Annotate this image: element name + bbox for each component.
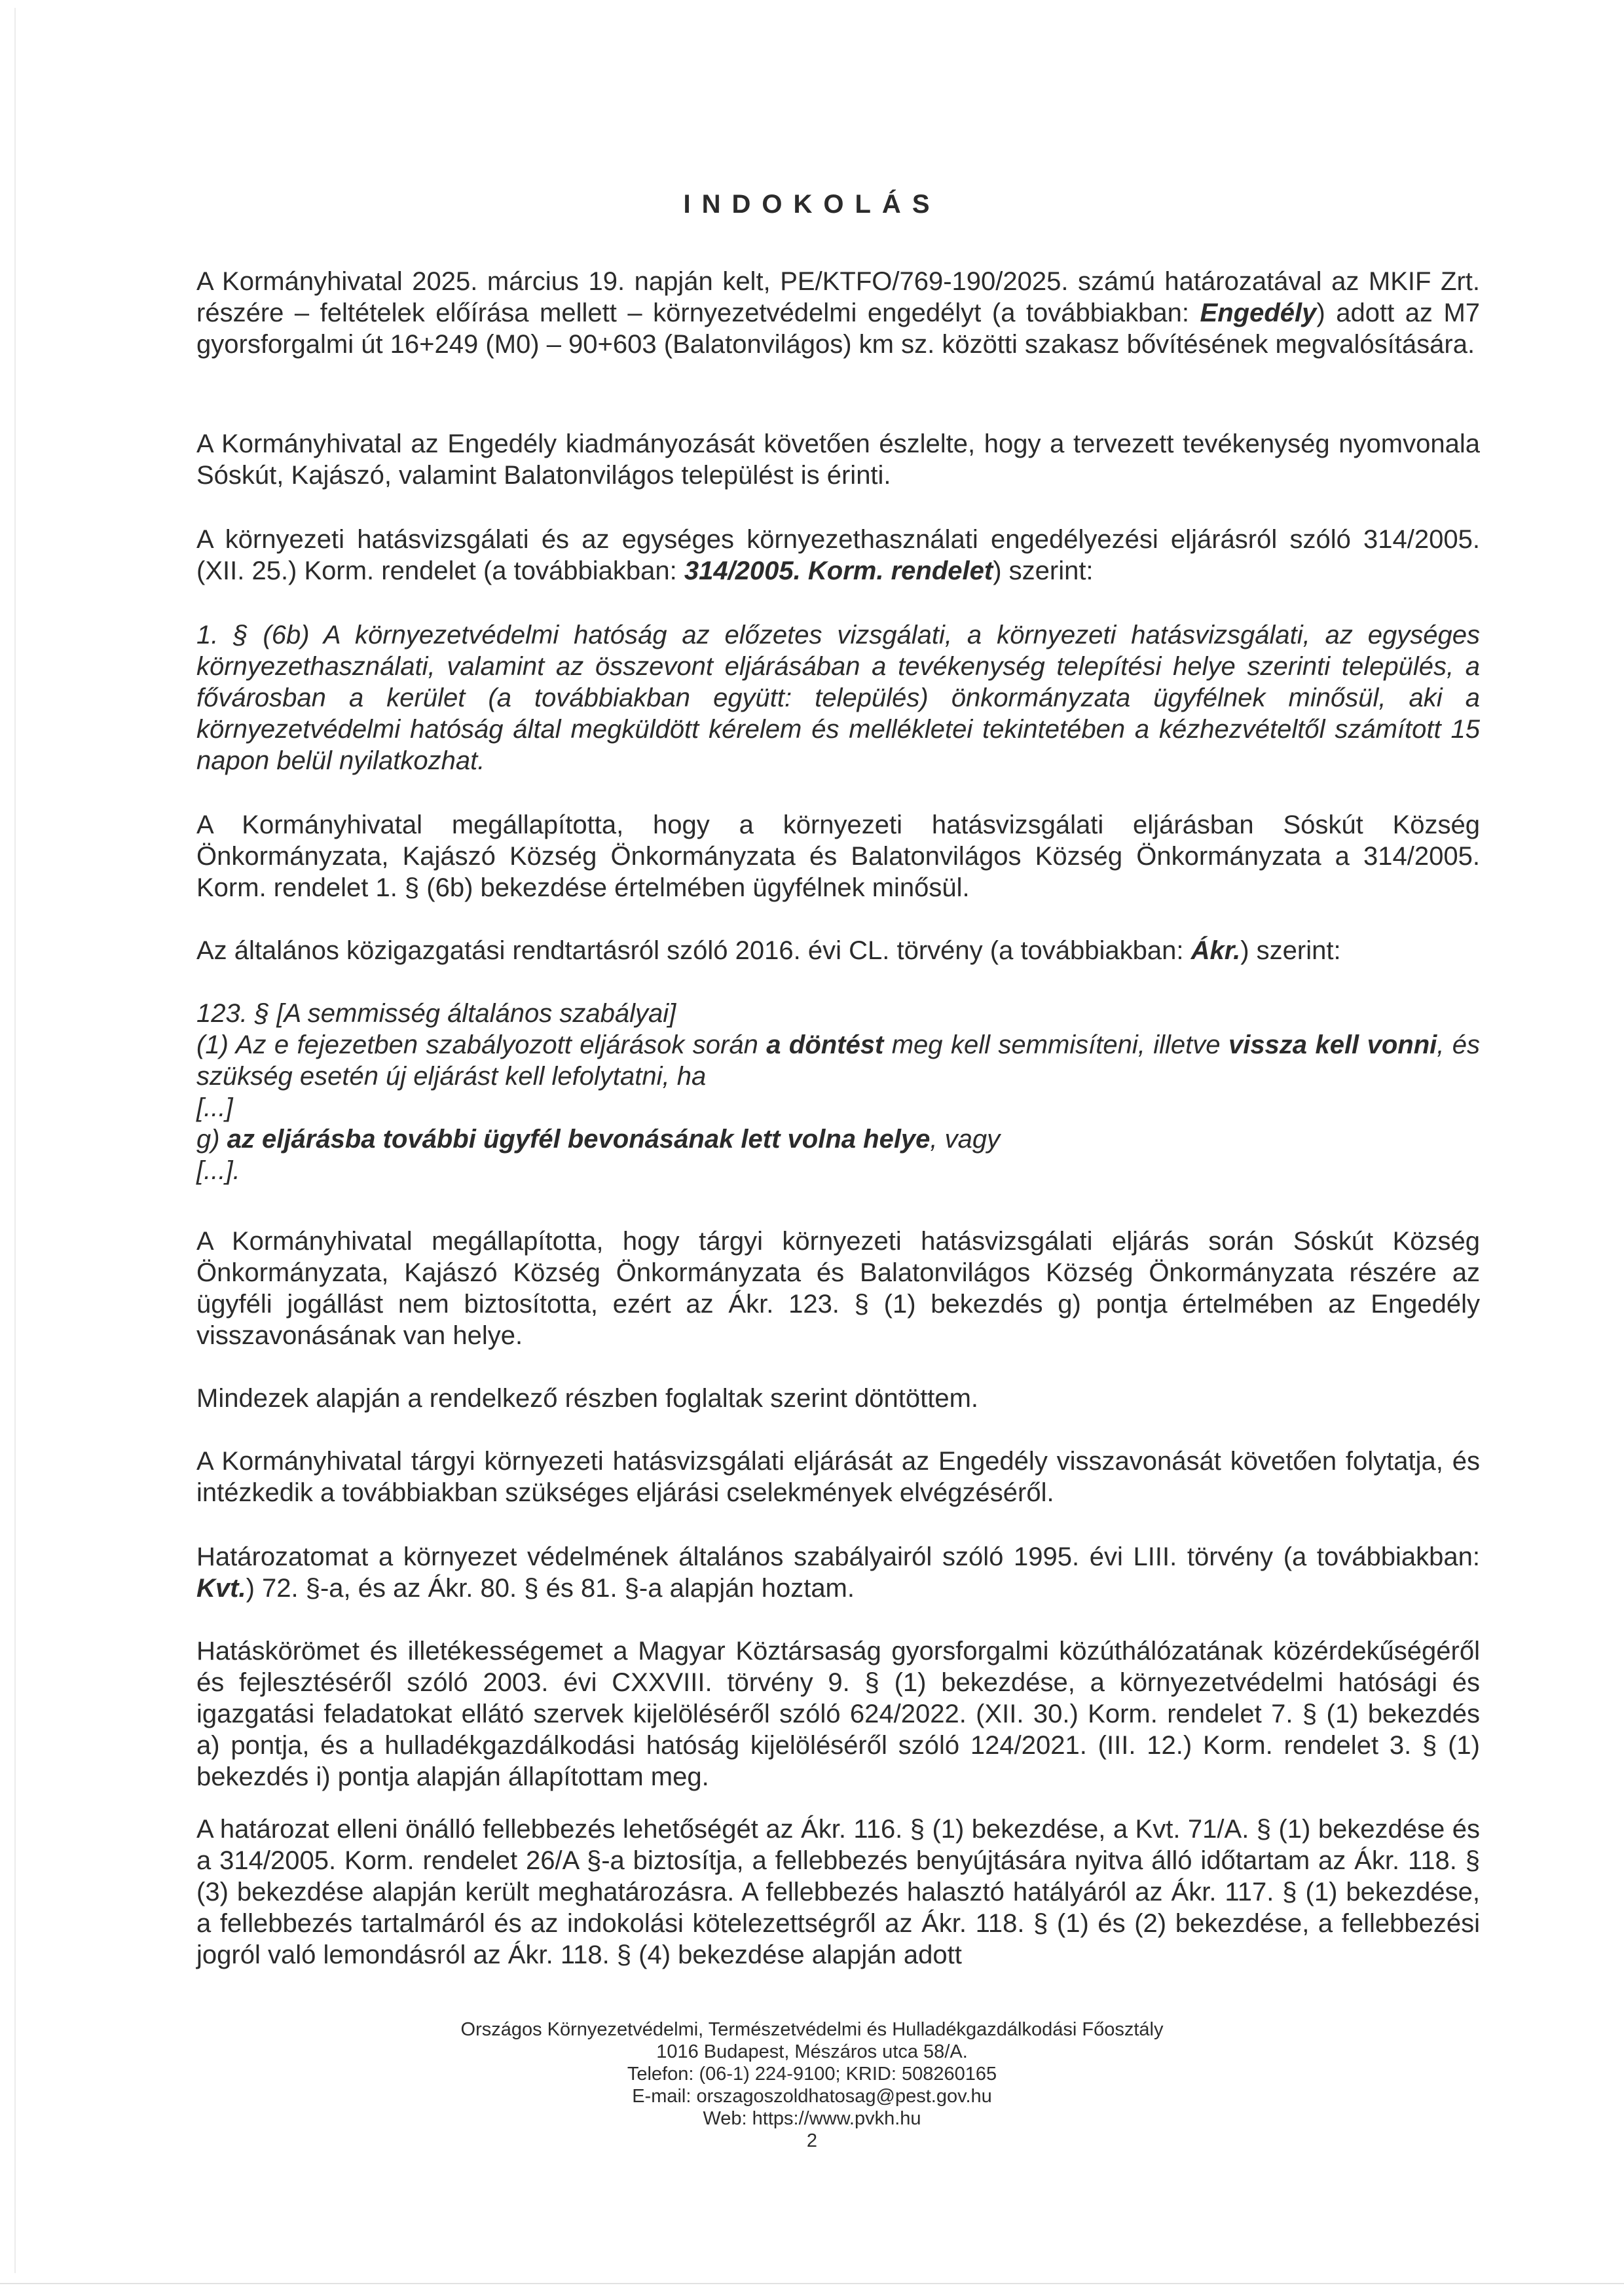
text-span: Határozatomat a környezet védelmének általános szabályairól szóló 1995. évi LIII. törvény (a továbbiakban: <box>196 1542 1480 1571</box>
text-span: (1) Az e fejezetben szabályozott eljárások során <box>196 1030 767 1059</box>
defined-term-kvt: Kvt. <box>196 1574 246 1603</box>
law-point-g <box>196 1123 1480 1155</box>
text-span: ) szerint: <box>1240 936 1341 965</box>
text-span: , vagy <box>930 1125 1001 1154</box>
defined-term-akr: Ákr. <box>1190 936 1241 965</box>
paragraph-procedure-continues: A Kormányhivatal tárgyi környezeti hatásvizsgálati eljárását az Engedély visszavonását követően folytatja, és intézkedik a továbbiakban szükséges eljárási cselekmények elvégzéséről. <box>196 1447 1480 1507</box>
law-heading: 123. § [A semmisség általános szabályai] <box>196 999 676 1028</box>
law-ellipsis-2: [...]. <box>196 1156 240 1185</box>
page-footer <box>0 2018 1624 2152</box>
paragraph-decision-statement: Mindezek alapján a rendelkező részben foglaltak szerint döntöttem. <box>196 1384 979 1413</box>
text-span: Az általános közigazgatási rendtartásról szóló 2016. évi CL. törvény (a továbbiakban: <box>196 936 1191 965</box>
text-span: ) 72. §-a, és az Ákr. 80. § és 81. §-a alapján hoztam. <box>246 1574 855 1603</box>
text-span: , és szükség esetén új eljárást kell lefolytatni, ha <box>196 1030 1481 1091</box>
defined-term-regulation: 314/2005. Korm. rendelet <box>684 556 993 585</box>
text-span: ) adott az M7 gyorsforgalmi út 16+249 (M0) – 90+603 (Balatonvilágos) km sz. közötti szakasz bővítésének megvalósítására. <box>196 299 1481 359</box>
paragraph-revocation-grounds: A Kormányhivatal megállapította, hogy tárgyi környezeti hatásvizsgálati eljárás során Sóskút Község Önkormányzata, Kajászó Község Önkormányzata és Balatonvilágos Község Önkormányzata részére az ügyféli jogállást nem biztosította, ezért az Ákr. 123. § (1) bekezdés g) pontja értelmében az Engedély visszavonásának van helye. <box>196 1227 1480 1350</box>
paragraph-akr-reference <box>196 935 1480 966</box>
paragraph-regulation-reference <box>196 524 1480 587</box>
document-title: INDOKOLÁS <box>683 190 941 219</box>
emphasis-revoke: vissza kell vonni <box>1228 1030 1437 1059</box>
footer-phone: Telefon: (06-1) 224-9100; KRID: 508260165 <box>627 2064 997 2085</box>
text-span: meg kell semmisíteni, illetve <box>883 1030 1228 1059</box>
quoted-regulation-section: 1. § (6b) A környezetvédelmi hatóság az előzetes vizsgálati, a környezeti hatásvizsgálati, az egységes környezethasználati, valamint az összevont eljárásában a tevékenység telepítési helye szerinti település, a fővárosban a kerület (a továbbiakban együtt: település) önkormányzata ügyfélnek minősül, aki a környezetvédelmi hatóság által megküldött kérelem és mellékletei tekintetében a kézhezvételtől számított 15 napon belül nyilatkozhat. <box>196 621 1480 775</box>
emphasis-decision: a döntést <box>766 1030 884 1059</box>
text-span: A környezeti hatásvizsgálati és az egységes környezethasználati engedélyezési eljárásról szóló 314/2005. (XII. 25.) Korm. rendelet (a továbbiakban: <box>196 525 1480 585</box>
footer-address: 1016 Budapest, Mészáros utca 58/A. <box>656 2041 968 2062</box>
defined-term-engedely: Engedély <box>1200 299 1317 327</box>
quoted-law-section-123 <box>196 998 1480 1186</box>
footer-email: E-mail: orszagoszoldhatosag@pest.gov.hu <box>632 2086 992 2107</box>
footer-organization: Országos Környezetvédelmi, Természetvédelmi és Hulladékgazdálkodási Főosztály <box>460 2019 1164 2040</box>
scan-edge-bottom <box>0 2283 1624 2284</box>
paragraph-route-affects-settlements: A Kormányhivatal az Engedély kiadmányozását követően észlelte, hogy a tervezett tevékenység nyomvonala Sóskút, Kajászó, valamint Balatonvilágos települést is érinti. <box>196 429 1480 490</box>
paragraph-appeal-rights: A határozat elleni önálló fellebbezés lehetőségét az Ákr. 116. § (1) bekezdése, a Kvt. 71/A. § (1) bekezdése és a 314/2005. Korm. rendelet 26/A §-a biztosítja, a fellebbezés benyújtására nyitva álló időtartam az Ákr. 118. § (3) bekezdése alapján került meghatározásra. A fellebbezés halasztó hatályáról az Ákr. 117. § (1) bekezdése, a fellebbezés tartalmáról és az indokolási kötelezettségről az Ákr. 118. § (1) és (2) bekezdése, a fellebbezési jogról való lemondásról az Ákr. 118. § (4) bekezdése alapján adott <box>196 1815 1480 1969</box>
paragraph-competence: Hatáskörömet és illetékességemet a Magyar Köztársaság gyorsforgalmi közúthálózatának közérdekűségéről és fejlesztéséről szóló 2003. évi CXXVIII. törvény 9. § (1) bekezdése, a környezetvédelmi hatósági és igazgatási feladatokat ellátó szervek kijelöléséről szóló 624/2022. (XII. 30.) Korm. rendelet 7. § (1) bekezdés a) pontja, és a hulladékgazdálkodási hatóság kijelöléséről szóló 124/2021. (III. 12.) Korm. rendelet 3. § (1) bekezdés i) pontja alapján állapítottam meg. <box>196 1637 1480 1791</box>
scan-edge-left <box>14 8 16 2273</box>
text-span: A Kormányhivatal 2025. március 19. napján kelt, PE/KTFO/769-190/2025. számú határozatával az MKIF Zrt. részére – feltételek előírása mellett – környezetvédelmi engedélyt (a továbbiakban: <box>196 267 1480 327</box>
footer-web: Web: https://www.pvkh.hu <box>703 2108 921 2129</box>
text-span: ) szerint: <box>993 556 1094 585</box>
emphasis-point-g: az eljárásba további ügyfél bevonásának lett volna helye <box>227 1125 931 1154</box>
law-ellipsis-1: [...] <box>196 1093 233 1122</box>
paragraph-permit-issued <box>196 266 1480 360</box>
page-number: 2 <box>806 2130 818 2151</box>
text-span: g) <box>196 1125 227 1154</box>
paragraph-legal-basis <box>196 1541 1480 1604</box>
paragraph-municipalities-clients: A Kormányhivatal megállapította, hogy a környezeti hatásvizsgálati eljárásban Sóskút Község Önkormányzata, Kajászó Község Önkormányzata és Balatonvilágos Község Önkormányzata a 314/2005. Korm. rendelet 1. § (6b) bekezdése értelmében ügyfélnek minősül. <box>196 811 1480 902</box>
law-paragraph-1 <box>196 1029 1480 1092</box>
